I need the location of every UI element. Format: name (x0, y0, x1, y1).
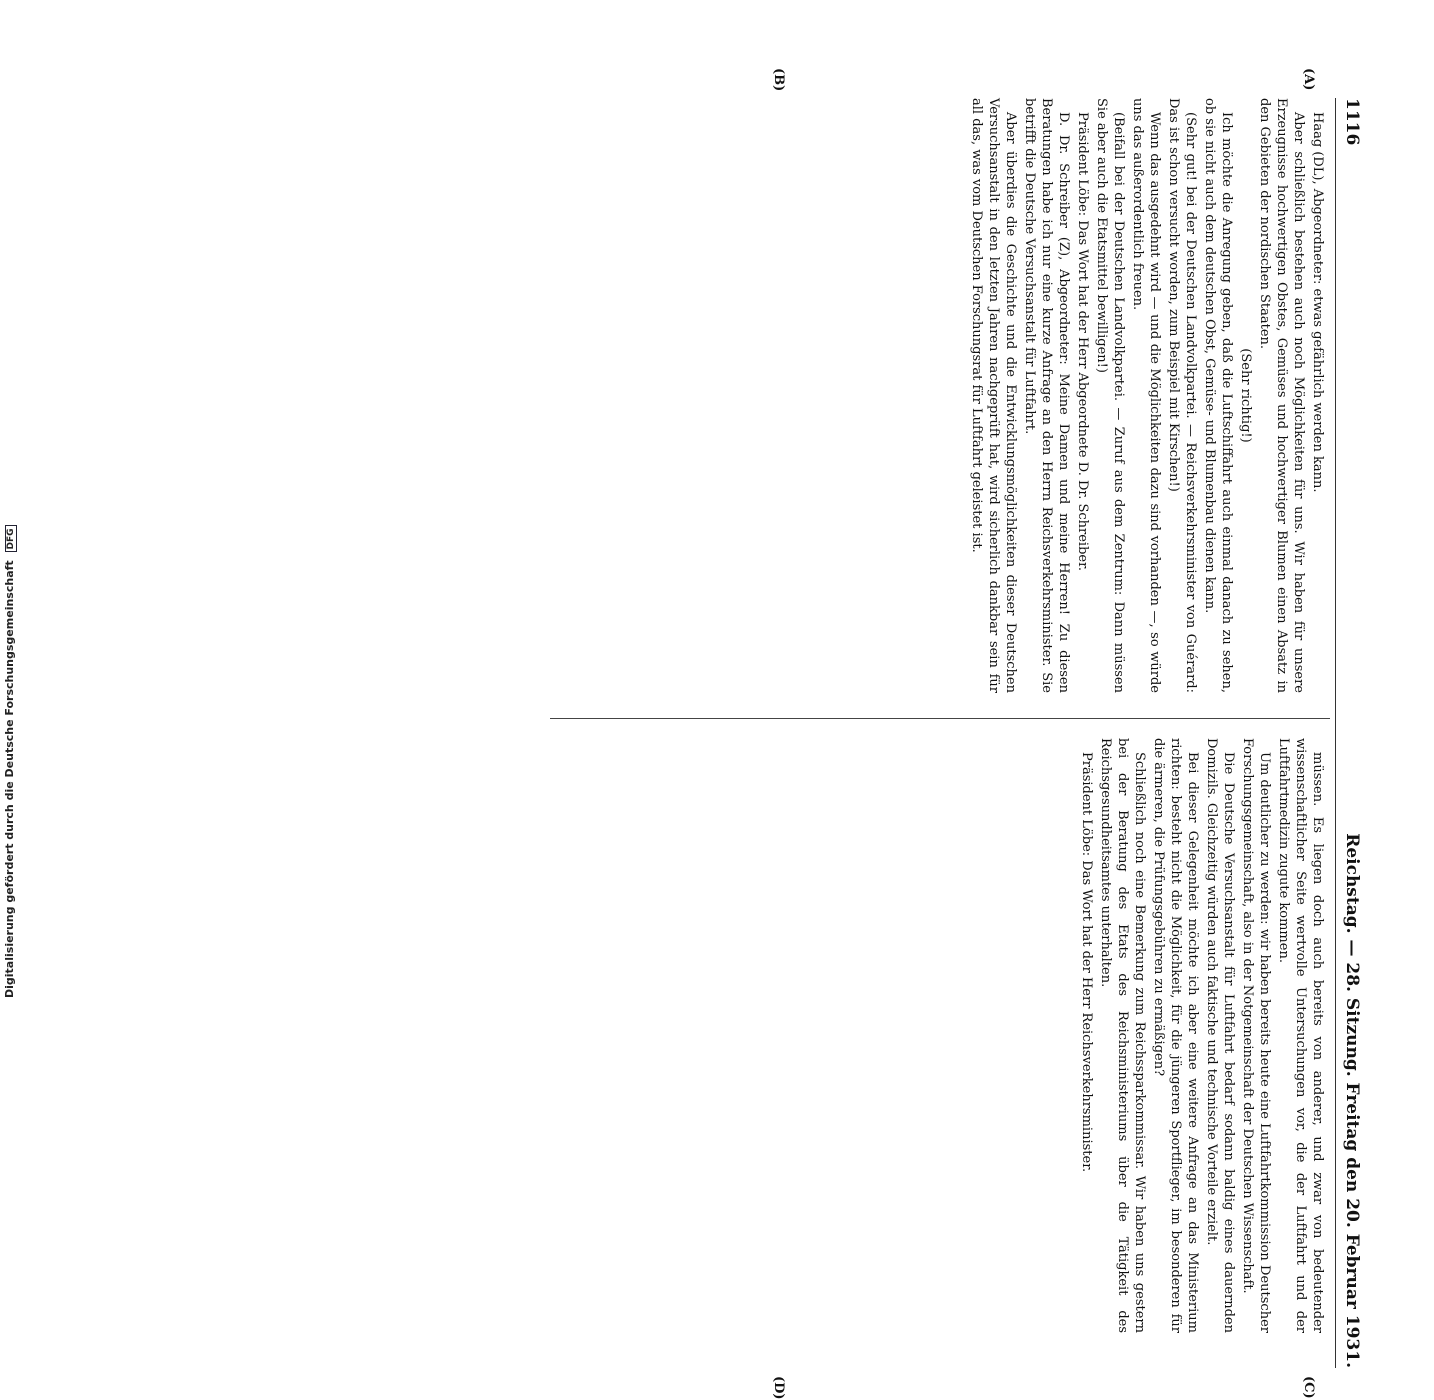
paragraph: Schließlich noch eine Bemerkung zum Reichssparkommissar. Wir haben uns gestern bei der Beratung des Etats des Reichsministeriums über die Tätigkeit des Reichsgesundheitsamtes unterhalten. (1098, 738, 1147, 1333)
paragraph: Die Deutsche Versuchsanstalt für Luftfahrt bedarf sodann baldig eines dauernden Domizils. Gleichzeitig würden auch faktische und technische Vorteile erzielt. (1204, 738, 1236, 1333)
speaker-paragraph: Präsident Löbe: Das Wort hat der Herr Abgeordnete D. Dr. Schreiber. (1075, 112, 1090, 572)
interjection: (Sehr richtig!) (1238, 348, 1253, 443)
footer-text: Digitalisierung gefördert durch die Deutsche Forschungsgemeinschaft (3, 560, 16, 998)
paragraph: Aber schließlich bestehen auch noch Möglichkeiten für uns. Wir haben für unsere Erzeugnisse hochwertigen Obstes, Gemüses und hochwertiger Blumen einen Absatz in den Gebieten der nordischen Staaten. (1257, 98, 1306, 693)
page-title: Reichstag. — 28. Sitzung. Freitag den 20. Februar 1931. (1342, 833, 1362, 1368)
margin-mark-d: (D) (771, 1376, 786, 1400)
paragraph: Aber überdies die Geschichte und die Entwicklungsmöglichkeiten dieser Deutschen Versuchsanstalt in den letzten Jahren nachgeprüft hat, wird sicherlich dankbar sein für all das, was vom Deutschen Forschungsrat für Luftfahrt geleistet ist. (969, 98, 1018, 693)
column-divider (550, 718, 1330, 719)
paragraph: müssen. Es liegen doch auch bereits von anderer, und zwar von bedeutender wissenschaftlicher Seite wertvolle Untersuchungen vor, die der Luftfahrt und der Luftfahrtmedizin zugute kommen. (1276, 738, 1325, 1333)
right-column (1076, 738, 1326, 1333)
paragraph: Um deutlicher zu werden: wir haben bereits heute eine Luftfahrtkommission Deutscher Forschungsgemeinschaft, also in der Notgemeinschaft der Deutschen Wissenschaft. (1240, 738, 1272, 1333)
interjection: (Beifall bei der Deutschen Landvolkpartei. — Zuruf aus dem Zentrum: Dann müssen Sie aber auch die Etatsmittel bewilligen!) (1094, 98, 1126, 693)
page-header (1338, 98, 1366, 1368)
speaker-paragraph: D. Dr. Schreiber (Z), Abgeordneter: Meine Damen und meine Herren! Zu diesen Beratungen habe ich nur eine kurze Anfrage an den Herrn Reichsverkehrsminister. Sie betrifft die Deutsche Versuchsanstalt für Luftfahrt. (1022, 98, 1071, 693)
dfg-logo-icon: DFG (5, 525, 17, 552)
margin-mark-b: (B) (771, 68, 786, 92)
speaker-paragraph: Präsident Löbe: Das Wort hat der Herr Reichsverkehrsminister. (1079, 752, 1094, 1173)
margin-mark-c: (C) (1301, 1376, 1316, 1399)
header-rule (1335, 98, 1336, 1368)
paragraph: Haag (DL), Abgeordneter: etwas gefährlich werden kann. (1310, 112, 1325, 493)
page-number: 1116 (1342, 98, 1362, 146)
paragraph: Wenn das ausgedehnt wird — und die Möglichkeiten dazu sind vorhanden —, so würde uns das außerordentlich freuen. (1130, 98, 1162, 693)
margin-mark-a: (A) (1301, 68, 1316, 91)
digitization-footer (3, 525, 17, 998)
paragraph: Ich möchte die Anregung geben, daß die Luftschiffahrt auch einmal danach zu sehen, ob sie nicht auch dem deutschen Obst, Gemüse- und Blumenbau dienen kann. (1202, 98, 1234, 693)
left-column (966, 98, 1326, 693)
interjection: (Sehr gut! bei der Deutschen Landvolkpartei. — Reichsverkehrsminister von Guérard: Das ist schon versucht worden, zum Beispiel mit Kirschen!) (1166, 98, 1198, 693)
document-page (116, 68, 1366, 1400)
paragraph: Bei dieser Gelegenheit möchte ich aber eine weitere Anfrage an das Ministerium richten: besteht nicht die Möglichkeit, für die jüngeren Sportflieger, im besonderen für die ärmeren, die Prüfungsgebühren zu ermäßigen? (1151, 738, 1200, 1333)
